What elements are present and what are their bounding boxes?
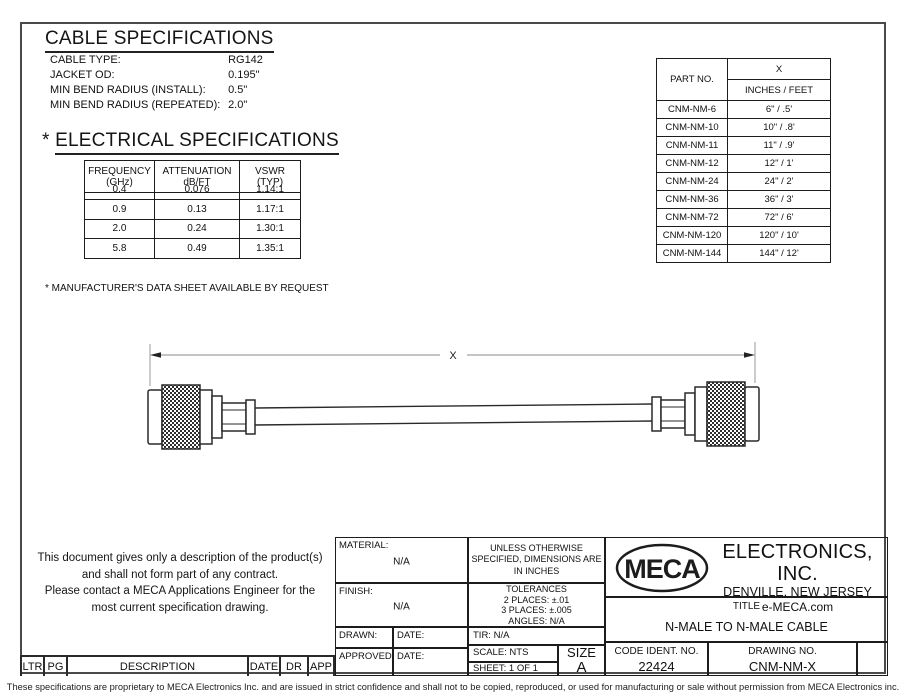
spec-label: MIN BEND RADIUS (INSTALL): bbox=[50, 84, 206, 96]
connector-face bbox=[745, 387, 759, 441]
electrical-specs-heading bbox=[42, 130, 339, 155]
company-website: e-MECA.com bbox=[761, 600, 834, 614]
length-cell: 12" / 1' bbox=[728, 155, 831, 173]
part-no-cell: CNM-NM-144 bbox=[657, 245, 728, 263]
connector-step bbox=[695, 387, 707, 441]
spec-label: CABLE TYPE: bbox=[50, 54, 121, 66]
company-name: ELECTRONICS, INC. bbox=[722, 541, 873, 585]
title-box bbox=[605, 597, 888, 642]
spec-value: RG142 bbox=[228, 54, 263, 66]
approved-box bbox=[335, 648, 393, 676]
dimensions-note-box: UNLESS OTHERWISE SPECIFIED, DIMENSIONS ARE IN INCHES bbox=[468, 537, 605, 583]
drawing-no-box bbox=[708, 642, 857, 676]
drawn-label: DRAWN: bbox=[339, 630, 378, 641]
drawing-no-value: CNM-NM-X bbox=[748, 659, 817, 674]
rev-col-app: APP bbox=[309, 660, 332, 673]
connector-step bbox=[200, 390, 212, 444]
drawing-no-label: DRAWING NO. bbox=[748, 646, 817, 657]
code-ident-label: CODE IDENT. NO. bbox=[614, 646, 699, 657]
tir-box: TIR: N/A bbox=[468, 627, 605, 645]
knurled-coupling-nut bbox=[162, 385, 200, 449]
product-title: N-MALE TO N-MALE CABLE bbox=[665, 620, 828, 634]
col-header-units: INCHES / FEET bbox=[728, 80, 831, 101]
n-male-connector-right bbox=[652, 382, 759, 446]
material-value: N/A bbox=[393, 556, 410, 568]
cable-top-line bbox=[255, 404, 652, 408]
table-cell: 0.24 bbox=[155, 220, 240, 240]
connector-step bbox=[685, 393, 695, 435]
table-cell: 0.076 bbox=[155, 181, 240, 201]
rev-col-dr: DR bbox=[281, 657, 309, 676]
code-ident-box bbox=[605, 642, 708, 676]
part-no-cell: CNM-NM-11 bbox=[657, 137, 728, 155]
col-header-frequency: FREQUENCY (GHz) bbox=[85, 161, 155, 193]
rev-col-pg: PG bbox=[45, 657, 68, 676]
table-cell: 2.0 bbox=[85, 220, 155, 240]
electrical-specs-heading-text: ELECTRICAL SPECIFICATIONS bbox=[55, 130, 339, 155]
material-label: MATERIAL: bbox=[339, 540, 389, 551]
part-no-cell: CNM-NM-120 bbox=[657, 227, 728, 245]
length-cell: 36" / 3' bbox=[728, 191, 831, 209]
spec-value: 0.5" bbox=[228, 84, 248, 96]
col-header-x: X bbox=[728, 59, 831, 80]
heading-asterisk: * bbox=[42, 130, 50, 151]
n-male-connector-left bbox=[148, 385, 255, 449]
tolerances-box: TOLERANCES 2 PLACES: ±.01 3 PLACES: ±.005 ANGLES: N/A bbox=[468, 583, 605, 627]
part-no-cell: CNM-NM-36 bbox=[657, 191, 728, 209]
part-number-table bbox=[656, 58, 831, 263]
material-box bbox=[335, 537, 468, 583]
part-no-cell: CNM-NM-24 bbox=[657, 173, 728, 191]
part-no-cell: CNM-NM-12 bbox=[657, 155, 728, 173]
code-ident-value: 22424 bbox=[638, 659, 675, 674]
table-cell: 1.17:1 bbox=[240, 200, 301, 220]
table-cell: 1.30:1 bbox=[240, 220, 301, 240]
cable-assembly-drawing bbox=[0, 330, 906, 470]
table-cell: 0.9 bbox=[85, 200, 155, 220]
spec-label: JACKET OD: bbox=[50, 69, 115, 81]
datasheet-footnote: * MANUFACTURER'S DATA SHEET AVAILABLE BY REQUEST bbox=[45, 283, 329, 294]
dimension-arrow-left bbox=[150, 352, 161, 357]
meca-logo bbox=[614, 543, 710, 593]
col-header-attenuation: ATTENUATION dB/FT bbox=[155, 161, 240, 193]
meca-logo-text: MECA bbox=[624, 554, 700, 584]
part-no-cell: CNM-NM-10 bbox=[657, 119, 728, 137]
cable-specs-heading-text: CABLE SPECIFICATIONS bbox=[45, 28, 274, 53]
rev-col-date: DATE bbox=[249, 657, 281, 676]
finish-box bbox=[335, 583, 468, 627]
connector-neck bbox=[661, 400, 685, 428]
connector-neck bbox=[222, 403, 246, 431]
date-label: DATE: bbox=[397, 630, 425, 641]
date-label: DATE: bbox=[397, 651, 425, 662]
size-label: SIZE bbox=[567, 645, 596, 660]
spec-row-cable-type bbox=[50, 54, 263, 66]
length-cell: 120" / 10' bbox=[728, 227, 831, 245]
rev-col-ltr: LTR bbox=[22, 657, 45, 676]
part-no-cell: CNM-NM-72 bbox=[657, 209, 728, 227]
col-header-part-no: PART NO. bbox=[657, 59, 728, 101]
revision-cell-empty bbox=[857, 642, 888, 676]
table-cell: 0.49 bbox=[155, 239, 240, 259]
length-cell: 24" / 2' bbox=[728, 173, 831, 191]
length-cell: 6" / .5' bbox=[728, 101, 831, 119]
crimp-ferrule bbox=[652, 397, 661, 431]
connector-step bbox=[212, 396, 222, 438]
cable-bottom-line bbox=[255, 421, 652, 425]
approved-date-box bbox=[393, 648, 468, 676]
drawn-box bbox=[335, 627, 393, 648]
size-box bbox=[558, 645, 605, 676]
finish-label: FINISH: bbox=[339, 586, 373, 597]
scale-box: SCALE: NTS bbox=[468, 645, 558, 662]
rev-col-description: DESCRIPTION bbox=[68, 657, 249, 676]
table-cell: 5.8 bbox=[85, 239, 155, 259]
spec-row-bend-install bbox=[50, 84, 247, 96]
table-cell: 0.13 bbox=[155, 200, 240, 220]
knurled-coupling-nut bbox=[707, 382, 745, 446]
electrical-specs-table bbox=[84, 160, 301, 259]
revision-header-row bbox=[20, 655, 335, 676]
table-cell: 1.14:1 bbox=[240, 181, 301, 201]
length-cell: 144" / 12' bbox=[728, 245, 831, 263]
approved-label: APPROVED: bbox=[339, 651, 395, 662]
length-cell: 10" / .8' bbox=[728, 119, 831, 137]
dimension-label: X bbox=[449, 350, 457, 362]
drawn-date-box bbox=[393, 627, 468, 648]
spec-row-jacket-od bbox=[50, 69, 260, 81]
size-value: A bbox=[576, 659, 587, 676]
crimp-ferrule bbox=[246, 400, 255, 434]
spec-value: 0.195" bbox=[228, 69, 260, 81]
dimension-arrow-right bbox=[744, 352, 755, 357]
sheet-box: SHEET: 1 OF 1 bbox=[468, 662, 558, 676]
connector-face bbox=[148, 390, 162, 444]
table-cell: 0.4 bbox=[85, 181, 155, 201]
part-no-cell: CNM-NM-6 bbox=[657, 101, 728, 119]
cable-specs-heading bbox=[45, 28, 274, 53]
spec-label: MIN BEND RADIUS (REPEATED): bbox=[50, 99, 221, 111]
length-cell: 72" / 6' bbox=[728, 209, 831, 227]
length-cell: 11" / .9' bbox=[728, 137, 831, 155]
contract-disclaimer: This document gives only a description of the product(s) and shall not form part of any contract. Please contact a MECA Applications Engineer for the most current specification drawing. bbox=[37, 552, 323, 614]
spec-row-bend-repeated bbox=[50, 99, 247, 111]
finish-value: N/A bbox=[393, 601, 410, 613]
title-label: TITLE bbox=[732, 601, 761, 612]
proprietary-footer: These specifications are proprietary to MECA Electronics Inc. and are issued in strict confidence and shall not to be copied, reproduced, or used for manufacturing or sale without permission from MECA Electronics inc. bbox=[6, 682, 900, 692]
spec-value: 2.0" bbox=[228, 99, 248, 111]
col-header-vswr: VSWR (TYP) bbox=[240, 161, 301, 193]
company-city: DENVILLE, NEW JERSEY bbox=[723, 585, 872, 599]
table-cell: 1.35:1 bbox=[240, 239, 301, 259]
